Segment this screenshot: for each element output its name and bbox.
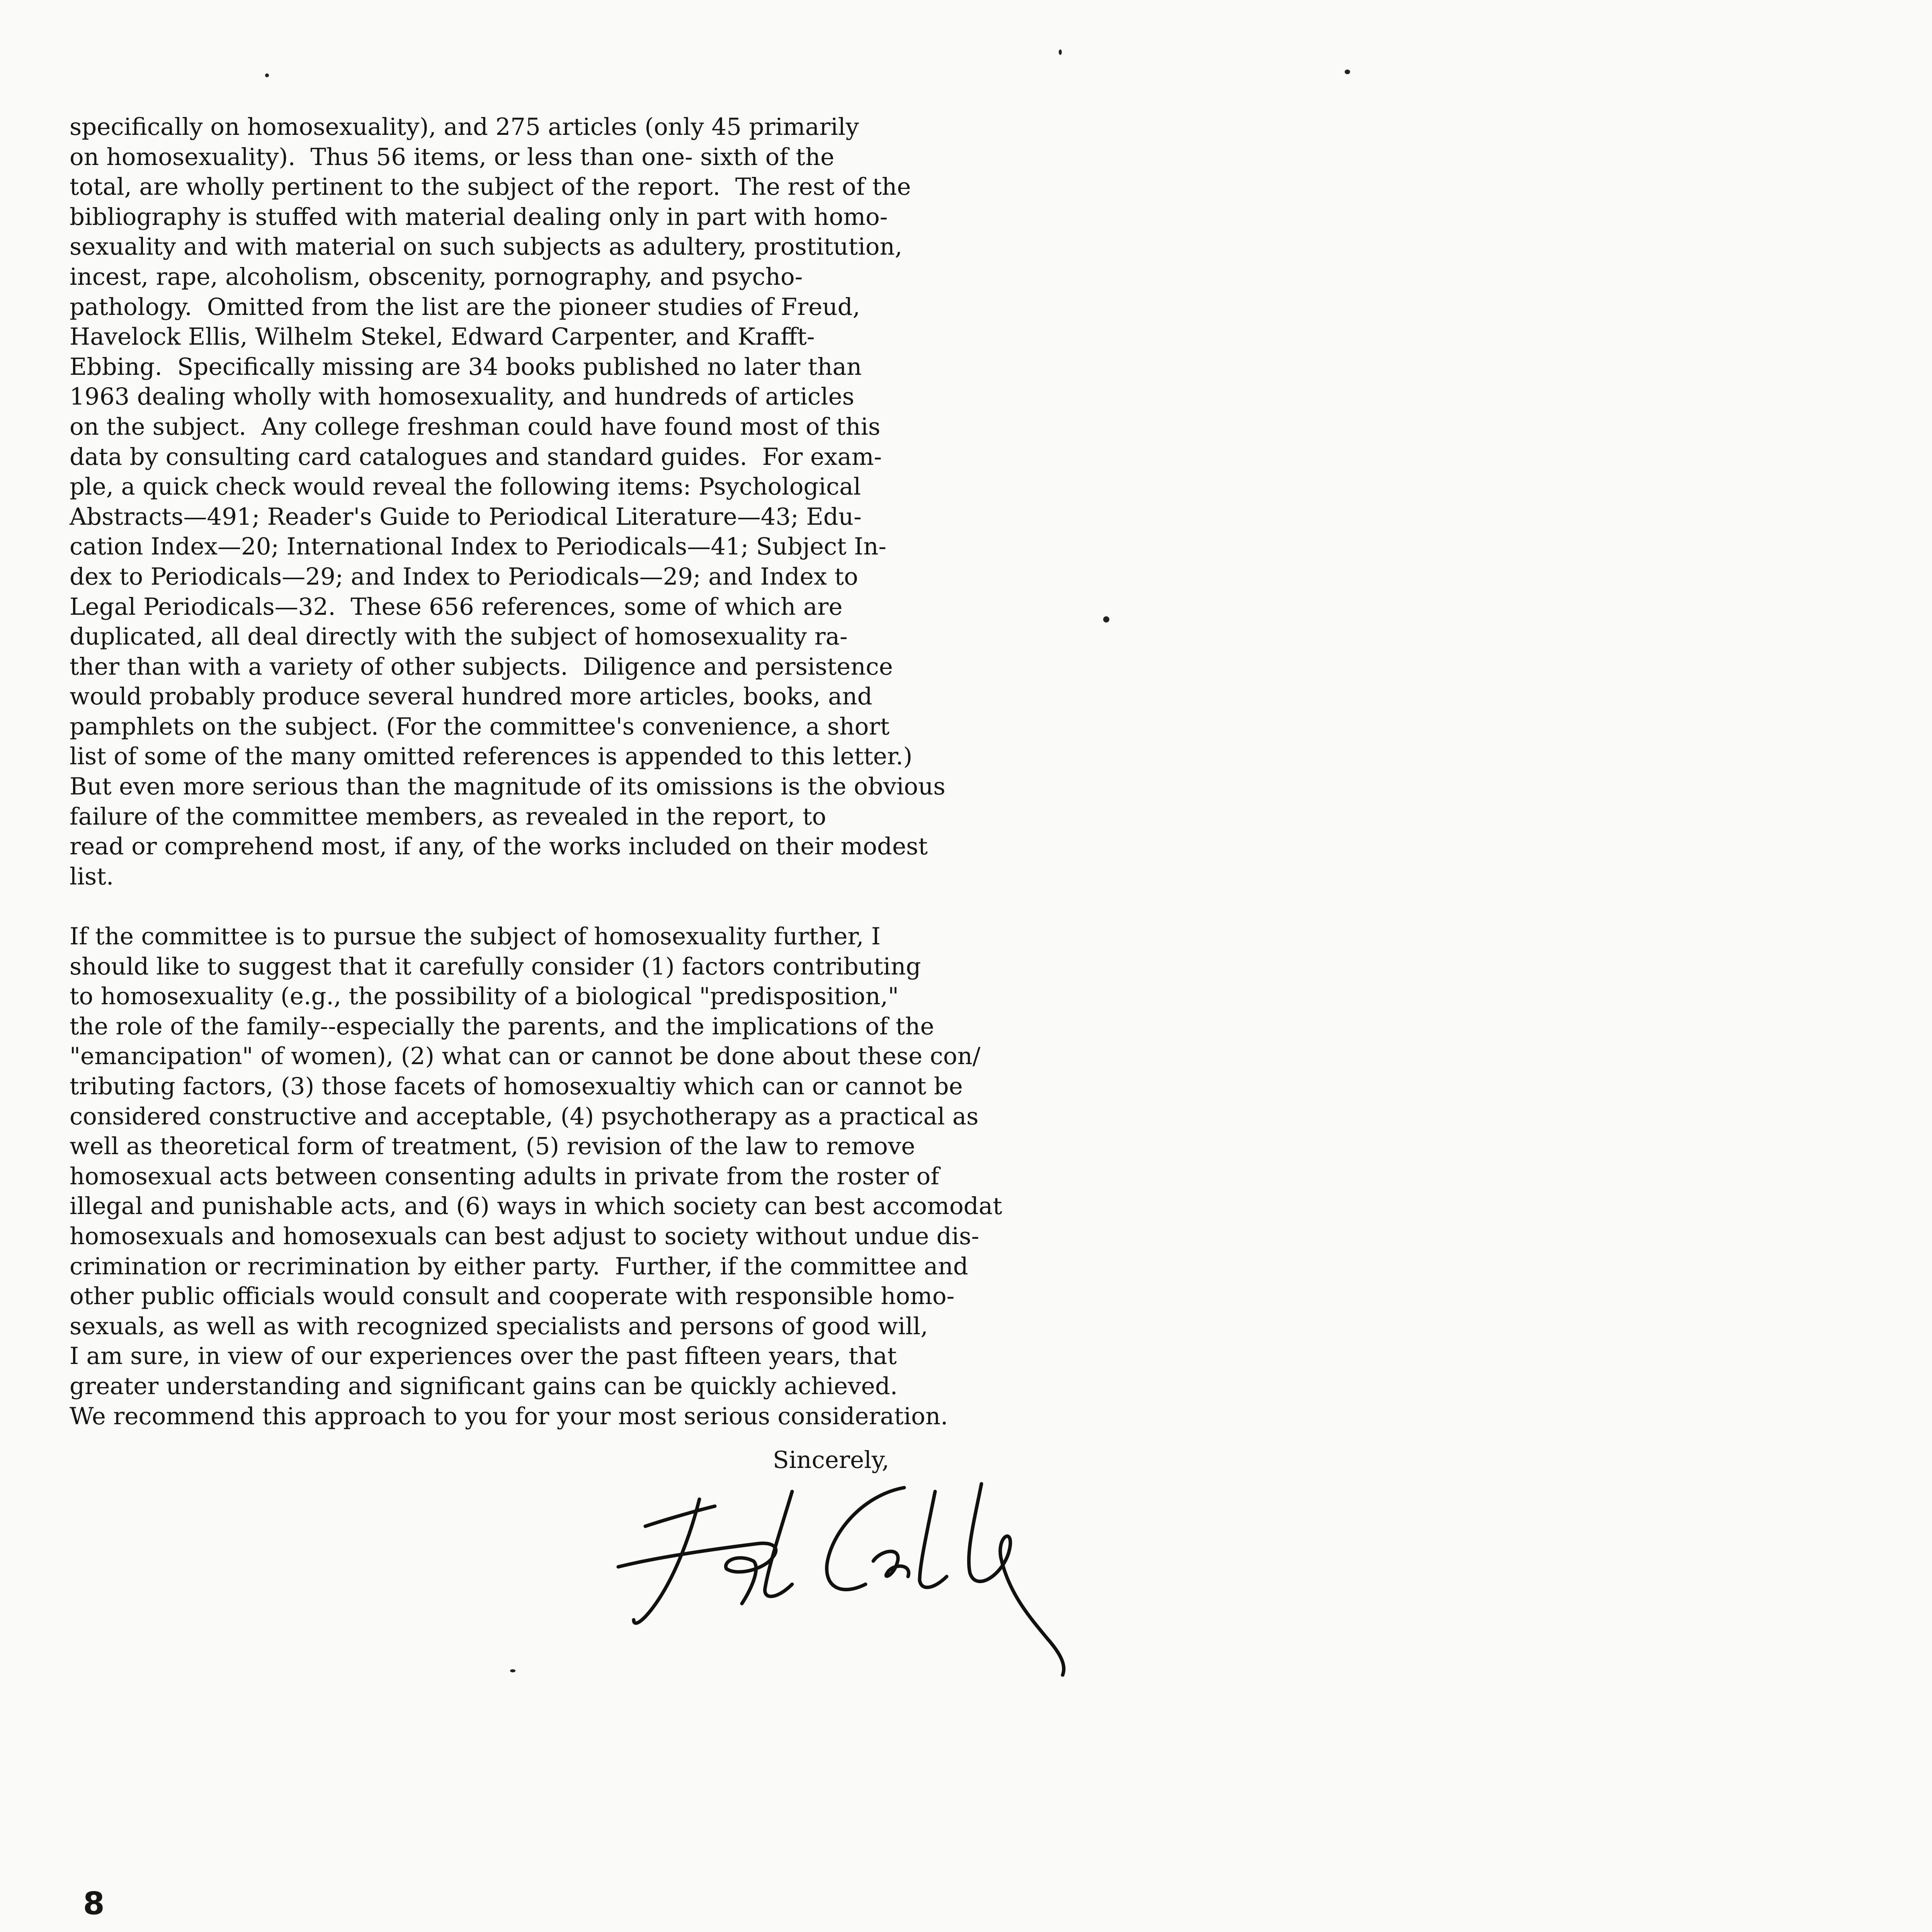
text-line: We recommend this approach to you for your most serious consideration. (70, 1402, 948, 1430)
scan-speck (1103, 616, 1109, 622)
text-line: should like to suggest that it carefully consider (1) factors contributing (70, 952, 921, 980)
text-line: specifically on homosexuality), and 275 articles (only 45 primarily (70, 113, 859, 141)
page-number-left: 8 (83, 1886, 105, 1922)
text-line: on the subject. Any college freshman could have found most of this (70, 413, 881, 440)
text-line: read or comprehend most, if any, of the works included on their modest (70, 833, 928, 861)
text-line: data by consulting card catalogues and standard guides. For exam- (70, 443, 882, 471)
text-line: "emancipation" of women), (2) what can or cannot be done about these con/ (70, 1043, 981, 1070)
text-line: ple, a quick check would reveal the following items: Psychological (70, 473, 861, 501)
signature-image (611, 1476, 1113, 1677)
text-line: Abstracts—491; Reader's Guide to Periodical Literature—43; Edu- (70, 503, 862, 531)
paragraph-gap (70, 891, 1182, 922)
text-line: well as theoretical form of treatment, (5) revision of the law to remove (70, 1133, 915, 1160)
text-line: Ebbing. Specifically missing are 34 books published no later than (70, 353, 862, 381)
text-line: list. (70, 862, 114, 890)
text-line: greater understanding and significant gains can be quickly achieved. (70, 1372, 898, 1400)
text-line: If the committee is to pursue the subject of homosexuality further, I (70, 923, 881, 951)
scan-speck (1059, 49, 1062, 55)
text-line: pathology. Omitted from the list are the pioneer studies of Freud, (70, 293, 860, 321)
scan-speck (510, 1669, 515, 1672)
text-line: 1963 dealing wholly with homosexuality, and hundreds of articles (70, 383, 854, 411)
text-line: on homosexuality). Thus 56 items, or less than one- sixth of the (70, 143, 835, 171)
text-line: homosexual acts between consenting adults in private from the roster of (70, 1162, 939, 1190)
text-line: dex to Periodicals—29; and Index to Periodicals—29; and Index to (70, 563, 858, 590)
letter-body (70, 112, 1182, 1431)
text-line: total, are wholly pertinent to the subject of the report. The rest of the (70, 173, 911, 201)
text-line: failure of the committee members, as revealed in the report, to (70, 803, 827, 830)
text-line: Legal Periodicals—32. These 656 references, some of which are (70, 593, 843, 621)
text-line: homosexuals and homosexuals can best adjust to society without undue dis- (70, 1222, 980, 1250)
right-page (1184, 0, 1932, 1932)
text-line: Havelock Ellis, Wilhelm Stekel, Edward Carpenter, and Krafft- (70, 323, 815, 351)
scan-speck (265, 73, 269, 77)
text-line: would probably produce several hundred more articles, books, and (70, 683, 872, 711)
text-line: crimination or recrimination by either party. Further, if the committee and (70, 1252, 968, 1280)
text-line: pamphlets on the subject. (For the committee's convenience, a short (70, 713, 890, 740)
text-line: other public officials would consult and cooperate with responsible homo- (70, 1282, 955, 1310)
text-line: incest, rape, alcoholism, obscenity, pornography, and psycho- (70, 263, 803, 291)
text-line: sexuals, as well as with recognized specialists and persons of good will, (70, 1312, 928, 1340)
text-line: the role of the family--especially the parents, and the implications of the (70, 1012, 934, 1040)
paragraph-bibliography-critique (70, 112, 1182, 891)
text-line: list of some of the many omitted references is appended to this letter.) (70, 743, 913, 770)
text-line: duplicated, all deal directly with the subject of homosexuality ra- (70, 623, 848, 651)
text-line: illegal and punishable acts, and (6) ways in which society can best accomodat (70, 1192, 1002, 1220)
text-line: sexuality and with material on such subjects as adultery, prostitution, (70, 233, 903, 261)
text-line: bibliography is stuffed with material dealing only in part with homo- (70, 203, 888, 231)
text-line: to homosexuality (e.g., the possibility of a biological "predisposition," (70, 983, 899, 1010)
closing-sincerely: Sincerely, (773, 1446, 889, 1474)
paragraph-recommendations (70, 922, 1182, 1431)
text-line: considered constructive and acceptable, (4) psychotherapy as a practical as (70, 1102, 979, 1130)
scan-speck (1345, 70, 1350, 74)
text-line: cation Index—20; International Index to Periodicals—41; Subject In- (70, 533, 886, 561)
text-line: But even more serious than the magnitude of its omissions is the obvious (70, 773, 946, 801)
text-line: ther than with a variety of other subjects. Diligence and persistence (70, 653, 893, 680)
text-line: tributing factors, (3) those facets of homosexualtiy which can or cannot be (70, 1073, 963, 1100)
text-line: I am sure, in view of our experiences over the past fifteen years, that (70, 1342, 897, 1370)
